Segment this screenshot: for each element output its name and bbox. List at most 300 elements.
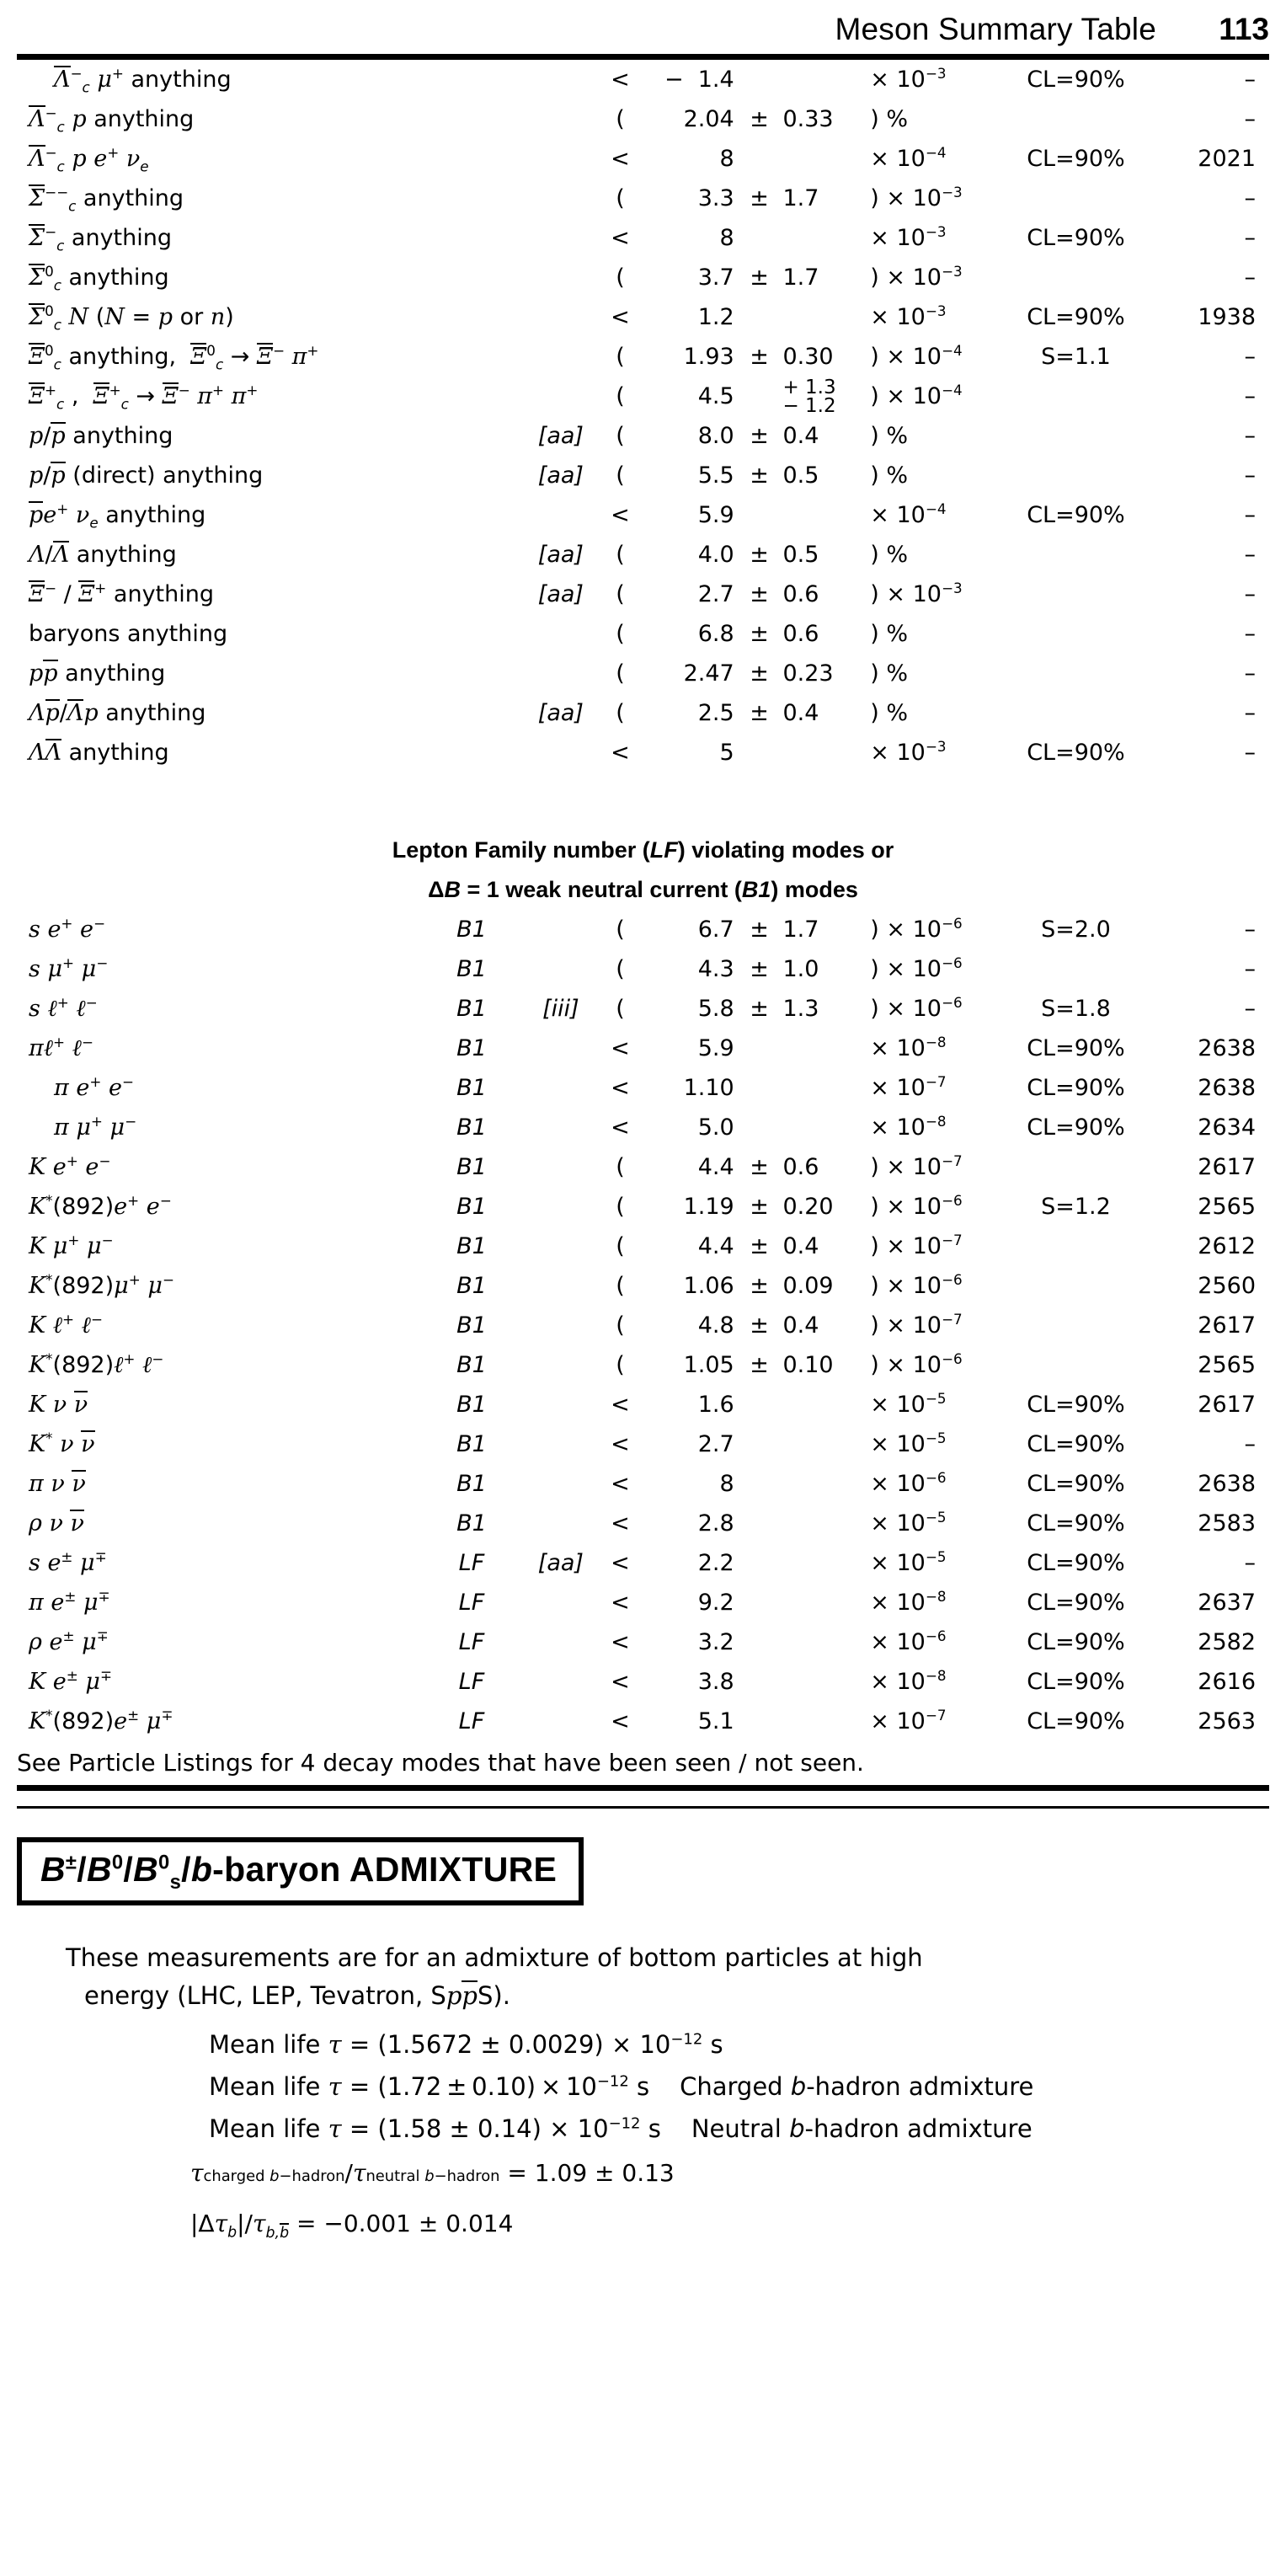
decay-mode-label: ρ e± μ∓ [29, 1627, 109, 1655]
fraction-error [779, 60, 867, 99]
page-header [0, 0, 1286, 49]
decay-mode-label: π e± μ∓ [29, 1588, 110, 1616]
relation-symbol: ( [616, 106, 625, 132]
footnote-ref: [iii] [542, 996, 579, 1022]
plus-minus-symbol: ± [750, 621, 769, 647]
fraction-units: ) × $10^{-4}$ [870, 342, 963, 370]
table-row [17, 258, 1269, 297]
footnote-ref [520, 495, 601, 535]
fraction-units: ) × $10^{-7}$ [870, 1232, 963, 1259]
momentum-value: – [1244, 462, 1256, 489]
table-row [17, 1504, 1269, 1543]
confidence-level [1001, 614, 1150, 654]
fraction-error: 0.6 [782, 1154, 819, 1180]
plus-minus-symbol [739, 377, 780, 416]
table-row [17, 1424, 1269, 1464]
mode-class-label [423, 614, 520, 654]
table-row [17, 337, 1269, 377]
table-row [17, 1068, 1269, 1108]
fraction-value: 8 [719, 146, 734, 172]
fraction-error [779, 297, 867, 337]
relation-symbol: < [611, 1590, 630, 1616]
table-row [17, 99, 1269, 139]
fraction-value: 2.04 [683, 106, 734, 132]
table-row [17, 416, 1269, 456]
fraction-value: 5.9 [697, 502, 734, 528]
table-row [17, 139, 1269, 179]
fraction-error: 0.33 [782, 106, 834, 132]
fraction-units: ) × $10^{-6}$ [870, 1350, 963, 1378]
relation-symbol: < [611, 225, 630, 251]
relation-symbol: ( [616, 1352, 625, 1378]
fraction-units: × $10^{-5}$ [870, 1509, 947, 1537]
plus-minus-symbol: ± [750, 1352, 769, 1378]
table-row [17, 910, 1269, 949]
footnote-ref [520, 1702, 601, 1741]
plus-minus-symbol [739, 1662, 780, 1702]
table-row [17, 1385, 1269, 1424]
fraction-units: ) % [870, 621, 909, 647]
mode-class-label: B1 [456, 1035, 487, 1061]
footnote-ref [520, 910, 601, 949]
table-row [17, 1583, 1269, 1622]
fraction-error: 1.7 [782, 265, 819, 291]
footnote-ref [520, 949, 601, 989]
table-row [17, 535, 1269, 575]
header-rule-top [17, 54, 1269, 60]
table-row [17, 575, 1269, 614]
momentum-value: 1938 [1198, 304, 1256, 330]
fraction-error [779, 1464, 867, 1504]
mode-class-label: B1 [456, 917, 487, 943]
plus-minus-symbol [739, 139, 780, 179]
confidence-level [1001, 1147, 1150, 1187]
lifetime-ratio-row: τcharged b−hadron/τneutral b−hadron = 1.09 ± 0.13 [190, 2159, 675, 2187]
fraction-error: 0.4 [782, 1233, 819, 1259]
momentum-value: – [1244, 225, 1256, 251]
fraction-error [779, 1622, 867, 1662]
footer-rule [17, 1785, 1269, 1791]
fraction-value: 5.1 [697, 1708, 734, 1734]
fraction-error [779, 733, 867, 772]
fraction-error [779, 139, 867, 179]
relation-symbol: < [611, 1114, 630, 1141]
plus-minus-symbol: ± [750, 106, 769, 132]
fraction-value: − 1.4 [664, 67, 734, 93]
momentum-value: – [1244, 1550, 1256, 1576]
admixture-body [66, 1939, 1186, 2247]
fraction-units: ) × $10^{-3}$ [870, 184, 963, 211]
footnote-ref [520, 1622, 601, 1662]
fraction-units: × $10^{-8}$ [870, 1113, 947, 1141]
mode-class-label [423, 575, 520, 614]
footer-rule-thin [17, 1806, 1269, 1809]
fraction-value: 6.8 [697, 621, 734, 647]
plus-minus-symbol: ± [750, 581, 769, 607]
confidence-level: S=1.1 [1041, 344, 1111, 370]
footnote-ref [520, 1424, 601, 1464]
relation-symbol: < [611, 304, 630, 330]
admixture-intro-line-2: energy (LHC, LEP, Tevatron, SppS). [84, 1981, 510, 2010]
confidence-level: S=2.0 [1041, 917, 1111, 943]
mode-class-label: LF [458, 1550, 485, 1576]
table-row [17, 1543, 1269, 1583]
fraction-error [779, 1504, 867, 1543]
fraction-error [779, 1583, 867, 1622]
mode-class-label: B1 [456, 1392, 487, 1418]
table-row [17, 1702, 1269, 1741]
plus-minus-symbol: ± [750, 700, 769, 726]
fraction-value: 4.4 [697, 1233, 734, 1259]
confidence-level [1001, 377, 1150, 416]
fraction-value: 3.3 [697, 185, 734, 211]
momentum-value: 2560 [1198, 1273, 1256, 1299]
relation-symbol: ( [616, 542, 625, 568]
confidence-level: CL=90% [1027, 146, 1125, 172]
mean-life-formula: Mean life $\tau = (1.5672 \pm 0.0029) \times 10^{-12}$ s [209, 2030, 723, 2059]
fraction-error [779, 1702, 867, 1741]
fraction-value: 2.7 [697, 1431, 734, 1457]
momentum-value: 2634 [1198, 1114, 1256, 1141]
plus-minus-symbol: ± [750, 956, 769, 982]
mode-class-label: B1 [456, 1233, 487, 1259]
fraction-error: 0.5 [782, 542, 819, 568]
momentum-value: – [1244, 423, 1256, 449]
fraction-value: 2.8 [697, 1510, 734, 1537]
fraction-value: 6.7 [697, 917, 734, 943]
relation-symbol: < [611, 1431, 630, 1457]
footnote-ref [520, 614, 601, 654]
fraction-error [779, 1068, 867, 1108]
mode-class-label: LF [458, 1629, 485, 1655]
plus-minus-symbol: ± [750, 1312, 769, 1339]
table-row [17, 60, 1269, 99]
fraction-value: 3.8 [697, 1669, 734, 1695]
mean-life-formula: Mean life $\tau = (1.72 \pm 0.10) \times 10^{-12}$ s [209, 2072, 650, 2101]
fraction-units: ) × $10^{-6}$ [870, 994, 963, 1022]
table-row [17, 1345, 1269, 1385]
confidence-level [1001, 654, 1150, 693]
relation-symbol: ( [616, 1312, 625, 1339]
relation-symbol: ( [616, 956, 625, 982]
footnote-ref [520, 1345, 601, 1385]
fraction-value: 4.5 [697, 383, 734, 409]
decay-mode-label: K e± μ∓ [29, 1667, 112, 1695]
plus-minus-symbol [739, 1622, 780, 1662]
confidence-level [1001, 179, 1150, 218]
fraction-units: ) × $10^{-6}$ [870, 1271, 963, 1299]
fraction-units: ) % [870, 700, 909, 726]
relation-symbol: ( [616, 1154, 625, 1180]
fraction-error: 0.6 [782, 581, 819, 607]
fraction-units: ) % [870, 106, 909, 132]
admixture-intro-line-1: These measurements are for an admixture of bottom particles at high [66, 1943, 923, 1972]
decay-mode-label: $\Xi^+_c$ , $\Xi^+_c \to \Xi^-$ π+ π+ [29, 382, 259, 413]
fraction-error [779, 1108, 867, 1147]
footnote-ref: [aa] [537, 581, 584, 607]
mode-class-label [423, 456, 520, 495]
momentum-value: 2638 [1198, 1471, 1256, 1497]
relation-symbol: ( [616, 660, 625, 687]
decay-mode-label: $\Sigma^0_c$ N (N = p or n) [29, 302, 234, 334]
confidence-level: CL=90% [1027, 1708, 1125, 1734]
momentum-value: – [1244, 185, 1256, 211]
decay-mode-label: π ν ν [29, 1471, 86, 1497]
relation-symbol: ( [616, 581, 625, 607]
table-row [17, 218, 1269, 258]
momentum-value: – [1244, 383, 1256, 409]
fraction-value: 9.2 [697, 1590, 734, 1616]
table-row [17, 1306, 1269, 1345]
fraction-error: 1.7 [782, 185, 819, 211]
confidence-level: CL=90% [1027, 1510, 1125, 1537]
footnote-ref [520, 297, 601, 337]
mode-class-label: LF [458, 1708, 485, 1734]
mode-class-label: B1 [456, 1075, 487, 1101]
fraction-value: 8.0 [697, 423, 734, 449]
decay-mode-label: pp anything [29, 660, 166, 687]
decay-modes-table [17, 60, 1269, 1741]
mode-class-label: B1 [456, 1114, 487, 1141]
confidence-level: CL=90% [1027, 1114, 1125, 1141]
table-row [17, 949, 1269, 989]
fraction-value: 4.3 [697, 956, 734, 982]
fraction-error: 0.20 [782, 1194, 834, 1220]
page-number: 113 [1219, 12, 1269, 46]
fraction-error: 1.7 [782, 917, 819, 943]
momentum-value: – [1244, 581, 1256, 607]
decay-mode-label: s ℓ+ ℓ− [29, 994, 98, 1022]
footnote-ref [520, 377, 601, 416]
decay-mode-label: p/p (direct) anything [29, 462, 264, 489]
fraction-units: × $10^{-4}$ [870, 144, 947, 172]
mode-class-label [423, 139, 520, 179]
fraction-error: 0.09 [782, 1273, 834, 1299]
footnote-ref: [aa] [537, 423, 584, 449]
fraction-value: 1.2 [697, 304, 734, 330]
relation-symbol: ( [616, 462, 625, 489]
confidence-level [1001, 693, 1150, 733]
relation-symbol: ( [616, 700, 625, 726]
see-particle-listings-note: See Particle Listings for 4 decay modes that have been seen / not seen. [17, 1749, 864, 1777]
fraction-units: × $10^{-5}$ [870, 1430, 947, 1457]
mode-class-label [423, 218, 520, 258]
mode-class-label [423, 733, 520, 772]
footnote-ref: [aa] [537, 1550, 584, 1576]
fraction-value: 3.2 [697, 1629, 734, 1655]
confidence-level [1001, 456, 1150, 495]
plus-minus-symbol: ± [750, 185, 769, 211]
mean-life-row [66, 2108, 1186, 2150]
confidence-level [1001, 258, 1150, 297]
relation-symbol: ( [616, 265, 625, 291]
momentum-value: 2617 [1198, 1392, 1256, 1418]
mode-class-label: B1 [456, 1510, 487, 1537]
section-heading-row [17, 812, 1269, 910]
fraction-units: × $10^{-8}$ [870, 1588, 947, 1616]
momentum-value: 2616 [1198, 1669, 1256, 1695]
fraction-error [779, 1385, 867, 1424]
mode-class-label: LF [458, 1590, 485, 1616]
plus-minus-symbol: ± [750, 660, 769, 687]
plus-minus-symbol [739, 1702, 780, 1741]
fraction-error: 0.4 [782, 1312, 819, 1339]
decay-mode-label: K* ν ν [29, 1430, 95, 1457]
decay-mode-label: πℓ+ ℓ− [29, 1034, 93, 1061]
decay-mode-label: K e+ e− [29, 1152, 111, 1180]
fraction-error: 0.10 [782, 1352, 834, 1378]
fraction-units: × $10^{-5}$ [870, 1390, 947, 1418]
fraction-error: 0.4 [782, 423, 819, 449]
decay-mode-label: baryons anything [29, 621, 228, 647]
momentum-value: 2617 [1198, 1154, 1256, 1180]
section-heading-line-2: ΔB = 1 weak neutral current (B1) modes [428, 877, 858, 902]
decay-mode-label: Ξ− / Ξ+ anything [29, 580, 214, 607]
mode-class-label: B1 [456, 1352, 487, 1378]
fraction-value: 1.93 [683, 344, 734, 370]
footnote-ref [520, 337, 601, 377]
table-row [17, 1227, 1269, 1266]
decay-mode-label: K*(892)μ+ μ− [29, 1271, 174, 1299]
confidence-level: CL=90% [1027, 1431, 1125, 1457]
decay-mode-label: pe+ $\nu_e$ anything [29, 500, 206, 532]
decay-mode-label: K ν ν [29, 1392, 88, 1418]
decay-mode-label: $\Sigma^{--}_c$ anything [29, 184, 184, 215]
decay-mode-label: $\Lambda^-_c$ p e+ $\nu_e$ [29, 144, 149, 175]
relation-symbol: ( [616, 917, 625, 943]
mode-class-label: B1 [456, 1194, 487, 1220]
mean-life-label: Charged b-hadron admixture [680, 2072, 1034, 2101]
section-heading-line-1: Lepton Family number (LF) violating modes or [392, 837, 894, 863]
mode-class-label [423, 377, 520, 416]
mean-life-list [66, 2023, 1186, 2150]
plus-minus-symbol [739, 218, 780, 258]
plus-minus-symbol: ± [750, 996, 769, 1022]
plus-minus-symbol: ± [750, 1154, 769, 1180]
fraction-value: 5.9 [697, 1035, 734, 1061]
fraction-value: 4.4 [697, 1154, 734, 1180]
confidence-level: CL=90% [1027, 502, 1125, 528]
relation-symbol: ( [616, 621, 625, 647]
fraction-value: 2.7 [697, 581, 734, 607]
fraction-units: ) % [870, 660, 909, 687]
mode-class-label [423, 654, 520, 693]
confidence-level: CL=90% [1027, 740, 1125, 766]
footnote-ref: [aa] [537, 462, 584, 489]
table-row [17, 733, 1269, 772]
fraction-units: × $10^{-3}$ [870, 223, 947, 251]
footnote-ref [520, 139, 601, 179]
mode-class-label [423, 297, 520, 337]
fraction-error: 0.4 [782, 700, 819, 726]
fraction-error: 1.3 [782, 996, 819, 1022]
relation-symbol: ( [616, 383, 625, 409]
decay-mode-label: s μ+ μ− [29, 954, 109, 982]
confidence-level: CL=90% [1027, 1669, 1125, 1695]
ratio-list [66, 2150, 1186, 2247]
confidence-level [1001, 535, 1150, 575]
plus-minus-symbol: ± [750, 423, 769, 449]
decay-mode-label: s e± μ∓ [29, 1548, 107, 1576]
confidence-level [1001, 575, 1150, 614]
decay-mode-label: ρ ν ν [29, 1510, 84, 1537]
plus-minus-symbol [739, 733, 780, 772]
momentum-value: – [1244, 265, 1256, 291]
mean-life-row [66, 2066, 1186, 2108]
momentum-value: – [1244, 740, 1256, 766]
momentum-value: – [1244, 621, 1256, 647]
relation-symbol: < [611, 1669, 630, 1695]
fraction-value: 4.0 [697, 542, 734, 568]
fraction-units: × $10^{-7}$ [870, 1073, 947, 1101]
footnote-ref: [aa] [537, 700, 584, 726]
relation-symbol: < [611, 1510, 630, 1537]
fraction-value: 3.7 [697, 265, 734, 291]
fraction-units: × $10^{-8}$ [870, 1034, 947, 1061]
mode-class-label [423, 60, 520, 99]
relation-symbol: ( [616, 1233, 625, 1259]
table-row [17, 1187, 1269, 1227]
momentum-value: 2565 [1198, 1352, 1256, 1378]
lifetime-ratio-row: $|\Delta\tau_b|/\tau_{b,b} = -0.001 \pm 0.014$ [190, 2210, 514, 2242]
fraction-error: 0.6 [782, 621, 819, 647]
footnote-ref [520, 1227, 601, 1266]
relation-symbol: < [611, 67, 630, 93]
footnote-ref [520, 654, 601, 693]
table-row [17, 1108, 1269, 1147]
plus-minus-symbol [739, 1583, 780, 1622]
momentum-value: – [1244, 502, 1256, 528]
fraction-units: ) × $10^{-6}$ [870, 915, 963, 943]
plus-minus-symbol [739, 1108, 780, 1147]
footnote-ref [520, 1068, 601, 1108]
confidence-level: CL=90% [1027, 1629, 1125, 1655]
table-row [17, 1266, 1269, 1306]
admixture-banner-wrap [17, 1837, 1269, 1905]
plus-minus-symbol [739, 1029, 780, 1068]
fraction-error: + 1.3 − 1.2 [782, 376, 836, 417]
relation-symbol: ( [616, 996, 625, 1022]
footnote-ref: [aa] [537, 542, 584, 568]
decay-mode-label: K*(892)e+ e− [29, 1192, 172, 1220]
mode-class-label [423, 416, 520, 456]
fraction-value: 8 [719, 225, 734, 251]
table-row [17, 1029, 1269, 1068]
footnote-ref [520, 1385, 601, 1424]
fraction-error [779, 1662, 867, 1702]
momentum-value: – [1244, 106, 1256, 132]
confidence-level [1001, 1306, 1150, 1345]
confidence-level: CL=90% [1027, 1392, 1125, 1418]
mode-class-label [423, 99, 520, 139]
fraction-units: × $10^{-6}$ [870, 1469, 947, 1497]
plus-minus-symbol: ± [750, 542, 769, 568]
mode-class-label: B1 [456, 1273, 487, 1299]
page-title: Meson Summary Table [835, 12, 1156, 46]
fraction-value: 1.05 [683, 1352, 734, 1378]
footnote-ref [520, 1464, 601, 1504]
mode-class-label [423, 337, 520, 377]
mode-class-label [423, 693, 520, 733]
fraction-error: 0.5 [782, 462, 819, 489]
decay-mode-label: $\Sigma^-_c$ anything [29, 223, 172, 254]
mode-class-label: B1 [456, 1154, 487, 1180]
footnote-ref [520, 1306, 601, 1345]
decay-rows-body-upper [17, 60, 1269, 772]
fraction-units: ) % [870, 542, 909, 568]
plus-minus-symbol [739, 1068, 780, 1108]
relation-symbol: ( [616, 1273, 625, 1299]
